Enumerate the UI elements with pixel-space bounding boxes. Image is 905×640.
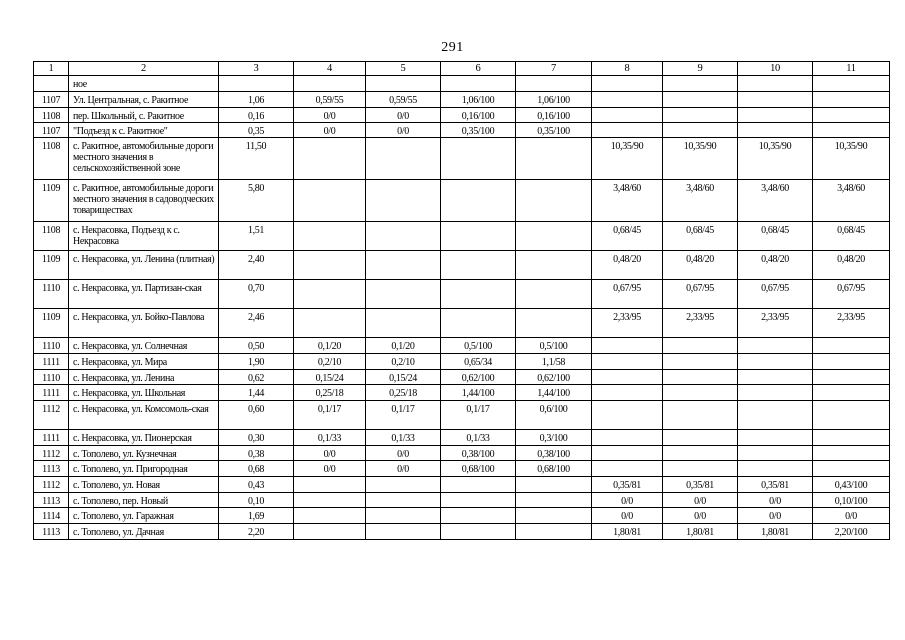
table-row bbox=[34, 461, 890, 477]
table-cell: 0,1/20 bbox=[366, 338, 441, 354]
table-cell: 1107 bbox=[34, 92, 69, 108]
table-row bbox=[34, 92, 890, 108]
table-cell: 1109 bbox=[34, 251, 69, 280]
table-cell bbox=[663, 370, 738, 385]
table-cell bbox=[813, 370, 890, 385]
col-header: 6 bbox=[441, 62, 516, 76]
table-cell: 0/0 bbox=[663, 493, 738, 508]
table-cell: 0,38/100 bbox=[516, 446, 592, 461]
table-cell bbox=[663, 108, 738, 123]
table-cell: 0,48/20 bbox=[592, 251, 663, 280]
table-cell: с. Некрасовка, ул. Мира bbox=[69, 354, 219, 370]
table-cell: 1110 bbox=[34, 280, 69, 309]
table-cell: с. Тополево, ул. Кузнечная bbox=[69, 446, 219, 461]
table-cell bbox=[592, 123, 663, 138]
table-cell: 2,46 bbox=[219, 309, 294, 338]
table-cell: 10,35/90 bbox=[738, 138, 813, 180]
table-cell: 0/0 bbox=[738, 493, 813, 508]
table-cell: 0/0 bbox=[294, 123, 366, 138]
table-cell: с. Некрасовка, ул. Школьная bbox=[69, 385, 219, 401]
table-cell: 0,68/45 bbox=[592, 222, 663, 251]
table-cell: 1113 bbox=[34, 493, 69, 508]
table-cell bbox=[813, 461, 890, 477]
table-cell: с. Некрасовка, ул. Ленина bbox=[69, 370, 219, 385]
table-cell bbox=[366, 138, 441, 180]
table-cell: 0/0 bbox=[294, 108, 366, 123]
table-cell bbox=[441, 280, 516, 309]
table-cell bbox=[516, 524, 592, 540]
table-cell: 0/0 bbox=[294, 461, 366, 477]
table-cell bbox=[219, 76, 294, 92]
table-cell: 1,1/58 bbox=[516, 354, 592, 370]
table-cell bbox=[516, 493, 592, 508]
table-cell: 1110 bbox=[34, 370, 69, 385]
table-cell: Ул. Центральная, с. Ракитное bbox=[69, 92, 219, 108]
table-cell: 1108 bbox=[34, 138, 69, 180]
table-cell bbox=[516, 222, 592, 251]
table-row bbox=[34, 508, 890, 524]
table-cell bbox=[813, 92, 890, 108]
table-cell: 1112 bbox=[34, 401, 69, 430]
table-cell: 1,06 bbox=[219, 92, 294, 108]
table-cell: 0,35/81 bbox=[592, 477, 663, 493]
table-cell bbox=[366, 76, 441, 92]
table-cell bbox=[663, 338, 738, 354]
table-row bbox=[34, 180, 890, 222]
table-cell bbox=[366, 508, 441, 524]
table-cell bbox=[663, 446, 738, 461]
table-cell bbox=[738, 354, 813, 370]
table-cell: 0,43 bbox=[219, 477, 294, 493]
table-cell bbox=[516, 309, 592, 338]
table-row bbox=[34, 524, 890, 540]
table-cell: 1114 bbox=[34, 508, 69, 524]
table-cell: 0,10/100 bbox=[813, 493, 890, 508]
table-cell: 0,67/95 bbox=[813, 280, 890, 309]
col-header: 10 bbox=[738, 62, 813, 76]
table-cell: 1,06/100 bbox=[441, 92, 516, 108]
table-cell: с. Некрасовка, ул. Солнечная bbox=[69, 338, 219, 354]
table-cell: 10,35/90 bbox=[663, 138, 738, 180]
table-cell: 2,20/100 bbox=[813, 524, 890, 540]
table-cell bbox=[592, 385, 663, 401]
table-cell bbox=[738, 430, 813, 446]
table-cell: 1112 bbox=[34, 446, 69, 461]
table-row bbox=[34, 222, 890, 251]
table-cell bbox=[516, 280, 592, 309]
table-cell: 0/0 bbox=[366, 123, 441, 138]
table-cell: 0,1/17 bbox=[366, 401, 441, 430]
table-cell: 1109 bbox=[34, 309, 69, 338]
table-cell: 1,80/81 bbox=[738, 524, 813, 540]
table-cell: 0,48/20 bbox=[663, 251, 738, 280]
col-header: 2 bbox=[69, 62, 219, 76]
table-cell bbox=[592, 76, 663, 92]
table-cell bbox=[366, 180, 441, 222]
table-cell: 0,68/100 bbox=[516, 461, 592, 477]
table-cell: 0,68/45 bbox=[813, 222, 890, 251]
table-cell bbox=[813, 446, 890, 461]
table-cell bbox=[738, 446, 813, 461]
table-cell bbox=[663, 92, 738, 108]
table-cell bbox=[592, 461, 663, 477]
col-header: 1 bbox=[34, 62, 69, 76]
table-cell: 0,1/17 bbox=[294, 401, 366, 430]
table-cell: 0,35/81 bbox=[663, 477, 738, 493]
table-cell: 3,48/60 bbox=[663, 180, 738, 222]
table-cell: 0,16/100 bbox=[441, 108, 516, 123]
table-cell bbox=[813, 338, 890, 354]
table-cell: 0,38/100 bbox=[441, 446, 516, 461]
table-cell: 0,48/20 bbox=[738, 251, 813, 280]
table-cell: 0/0 bbox=[366, 446, 441, 461]
col-header: 3 bbox=[219, 62, 294, 76]
table-cell: 0,67/95 bbox=[592, 280, 663, 309]
table-cell: с. Тополево, ул. Новая bbox=[69, 477, 219, 493]
table-cell: 0,1/33 bbox=[441, 430, 516, 446]
table-cell: 0,2/10 bbox=[366, 354, 441, 370]
table-cell: с. Некрасовка, Подъезд к с. Некрасовка bbox=[69, 222, 219, 251]
table-cell bbox=[738, 370, 813, 385]
table-cell bbox=[441, 138, 516, 180]
table-cell: 0,16 bbox=[219, 108, 294, 123]
table-cell bbox=[366, 477, 441, 493]
table-cell: 0,6/100 bbox=[516, 401, 592, 430]
table-cell bbox=[516, 251, 592, 280]
table-cell: 0,1/20 bbox=[294, 338, 366, 354]
table-cell: 10,35/90 bbox=[592, 138, 663, 180]
col-header: 9 bbox=[663, 62, 738, 76]
table-cell: 0,35/81 bbox=[738, 477, 813, 493]
table-cell: 0,35 bbox=[219, 123, 294, 138]
table-cell: 0,16/100 bbox=[516, 108, 592, 123]
table-cell: 11,50 bbox=[219, 138, 294, 180]
col-header: 11 bbox=[813, 62, 890, 76]
table-cell: 0,5/100 bbox=[441, 338, 516, 354]
table-cell bbox=[738, 461, 813, 477]
table-cell: 3,48/60 bbox=[738, 180, 813, 222]
table-cell bbox=[663, 354, 738, 370]
table-cell: 1113 bbox=[34, 461, 69, 477]
table-cell bbox=[366, 251, 441, 280]
table-row bbox=[34, 370, 890, 385]
table-cell: 0,60 bbox=[219, 401, 294, 430]
table-row bbox=[34, 401, 890, 430]
table-cell: 1108 bbox=[34, 108, 69, 123]
table-cell bbox=[592, 430, 663, 446]
table-cell: 0/0 bbox=[813, 508, 890, 524]
table-cell bbox=[813, 108, 890, 123]
table-cell: 0,50 bbox=[219, 338, 294, 354]
table-cell bbox=[366, 524, 441, 540]
table-cell: 1,06/100 bbox=[516, 92, 592, 108]
table-row bbox=[34, 446, 890, 461]
table-cell bbox=[813, 354, 890, 370]
table-cell bbox=[738, 338, 813, 354]
table-cell: 0/0 bbox=[366, 108, 441, 123]
table-cell bbox=[441, 180, 516, 222]
table-cell: 1113 bbox=[34, 524, 69, 540]
table-cell bbox=[813, 430, 890, 446]
table-cell bbox=[663, 76, 738, 92]
table-cell: с. Ракитное, автомобильные дороги местного значения в садоводческих товариществах bbox=[69, 180, 219, 222]
table-cell: 0,43/100 bbox=[813, 477, 890, 493]
table-cell bbox=[813, 76, 890, 92]
table-cell: 0,62 bbox=[219, 370, 294, 385]
table-cell: с. Тополево, ул. Пригородная bbox=[69, 461, 219, 477]
table-cell bbox=[516, 138, 592, 180]
table-cell bbox=[294, 180, 366, 222]
table-cell bbox=[592, 446, 663, 461]
table-cell: 0,67/95 bbox=[663, 280, 738, 309]
table-cell: 1112 bbox=[34, 477, 69, 493]
col-header: 5 bbox=[366, 62, 441, 76]
table-cell: 1108 bbox=[34, 222, 69, 251]
table-cell: 0,48/20 bbox=[813, 251, 890, 280]
table-cell bbox=[516, 477, 592, 493]
table-cell: 2,40 bbox=[219, 251, 294, 280]
table-row bbox=[34, 493, 890, 508]
table-cell bbox=[592, 92, 663, 108]
table-cell: с. Некрасовка, ул. Пионерская bbox=[69, 430, 219, 446]
table-cell bbox=[738, 385, 813, 401]
table-cell bbox=[516, 180, 592, 222]
table-cell: с. Некрасовка, ул. Ленина (плитная) bbox=[69, 251, 219, 280]
table-cell bbox=[441, 477, 516, 493]
table-cell bbox=[441, 524, 516, 540]
table-cell bbox=[441, 493, 516, 508]
table-cell: с. Некрасовка, ул. Партизан-ская bbox=[69, 280, 219, 309]
table-cell: 0/0 bbox=[592, 493, 663, 508]
table-cell: 1,80/81 bbox=[663, 524, 738, 540]
table-cell: с. Некрасовка, ул. Бойко-Павлова bbox=[69, 309, 219, 338]
table-cell: 2,33/95 bbox=[663, 309, 738, 338]
table-cell bbox=[663, 385, 738, 401]
table-cell bbox=[663, 461, 738, 477]
col-header: 7 bbox=[516, 62, 592, 76]
table-cell: 1111 bbox=[34, 385, 69, 401]
table-cell bbox=[663, 430, 738, 446]
table-cell bbox=[294, 508, 366, 524]
page-number: 291 bbox=[441, 40, 464, 55]
table-cell bbox=[366, 309, 441, 338]
table-cell: 2,33/95 bbox=[813, 309, 890, 338]
table-cell: с. Некрасовка, ул. Комсомоль-ская bbox=[69, 401, 219, 430]
table-cell: 3,48/60 bbox=[813, 180, 890, 222]
table-row bbox=[34, 385, 890, 401]
table-row bbox=[34, 354, 890, 370]
table-cell: 0,62/100 bbox=[441, 370, 516, 385]
table-row bbox=[34, 251, 890, 280]
table-cell: 0,68/45 bbox=[738, 222, 813, 251]
table-cell: 0,10 bbox=[219, 493, 294, 508]
table-cell: 1,44/100 bbox=[441, 385, 516, 401]
table-row bbox=[34, 123, 890, 138]
table-cell bbox=[813, 385, 890, 401]
table-cell: 0,2/10 bbox=[294, 354, 366, 370]
table-cell bbox=[366, 493, 441, 508]
table-row bbox=[34, 138, 890, 180]
table-cell bbox=[738, 76, 813, 92]
table-cell: 5,80 bbox=[219, 180, 294, 222]
table-cell: 1,80/81 bbox=[592, 524, 663, 540]
table-cell: 0,38 bbox=[219, 446, 294, 461]
table-cell: с. Тополево, ул. Дачная bbox=[69, 524, 219, 540]
table-cell bbox=[294, 477, 366, 493]
table-cell bbox=[34, 76, 69, 92]
table-cell: 0,68 bbox=[219, 461, 294, 477]
table-cell: 1111 bbox=[34, 354, 69, 370]
table-cell bbox=[592, 370, 663, 385]
table-cell: 0,67/95 bbox=[738, 280, 813, 309]
table-row bbox=[34, 76, 890, 92]
table-cell bbox=[441, 508, 516, 524]
table-cell bbox=[592, 108, 663, 123]
table-cell bbox=[738, 108, 813, 123]
table-cell: 1,44 bbox=[219, 385, 294, 401]
table-cell bbox=[294, 251, 366, 280]
table-cell: 0,1/33 bbox=[294, 430, 366, 446]
table-cell: 3,48/60 bbox=[592, 180, 663, 222]
table-cell: 1107 bbox=[34, 123, 69, 138]
table-cell: 1,90 bbox=[219, 354, 294, 370]
table-cell bbox=[294, 280, 366, 309]
table-cell: 0,70 bbox=[219, 280, 294, 309]
table-cell bbox=[441, 251, 516, 280]
table-cell: 10,35/90 bbox=[813, 138, 890, 180]
table-cell bbox=[592, 401, 663, 430]
table-cell bbox=[592, 338, 663, 354]
table-cell: "Подъезд к с. Ракитное" bbox=[69, 123, 219, 138]
table-cell bbox=[738, 401, 813, 430]
table-cell: 1,51 bbox=[219, 222, 294, 251]
table-cell: пер. Школьный, с. Ракитное bbox=[69, 108, 219, 123]
table-cell bbox=[813, 401, 890, 430]
table-row bbox=[34, 477, 890, 493]
table-cell: 0/0 bbox=[592, 508, 663, 524]
table-cell: 0,62/100 bbox=[516, 370, 592, 385]
table-cell: 0,15/24 bbox=[366, 370, 441, 385]
table-cell bbox=[516, 508, 592, 524]
table-cell bbox=[663, 401, 738, 430]
table-cell: 0,25/18 bbox=[366, 385, 441, 401]
table-cell: ное bbox=[69, 76, 219, 92]
table-cell: 0,15/24 bbox=[294, 370, 366, 385]
table-cell bbox=[813, 123, 890, 138]
table-cell bbox=[441, 309, 516, 338]
table-cell: 0,65/34 bbox=[441, 354, 516, 370]
table-cell: 0/0 bbox=[663, 508, 738, 524]
table-cell bbox=[441, 76, 516, 92]
table-row bbox=[34, 430, 890, 446]
table-cell bbox=[294, 493, 366, 508]
table-cell: 0,1/33 bbox=[366, 430, 441, 446]
table-cell: 2,20 bbox=[219, 524, 294, 540]
roads-table bbox=[33, 61, 890, 540]
table-cell bbox=[516, 76, 592, 92]
table-cell bbox=[663, 123, 738, 138]
table-cell bbox=[294, 76, 366, 92]
table-cell: 2,33/95 bbox=[592, 309, 663, 338]
table-cell bbox=[294, 138, 366, 180]
header-row bbox=[34, 62, 890, 76]
table-cell: 0,68/100 bbox=[441, 461, 516, 477]
table-cell: 0,5/100 bbox=[516, 338, 592, 354]
table-cell: с. Ракитное, автомобильные дороги местного значения в сельскохозяйственной зоне bbox=[69, 138, 219, 180]
table-cell: 1110 bbox=[34, 338, 69, 354]
table-row bbox=[34, 280, 890, 309]
table-cell: 1109 bbox=[34, 180, 69, 222]
table-cell: 1,44/100 bbox=[516, 385, 592, 401]
table-cell: 0,59/55 bbox=[366, 92, 441, 108]
table-cell: 0,35/100 bbox=[516, 123, 592, 138]
table-cell bbox=[294, 524, 366, 540]
table-row bbox=[34, 309, 890, 338]
table-row bbox=[34, 338, 890, 354]
table-cell: 0,35/100 bbox=[441, 123, 516, 138]
table-cell bbox=[294, 222, 366, 251]
table-cell: 1,69 bbox=[219, 508, 294, 524]
table-cell bbox=[738, 123, 813, 138]
table-cell: 0,3/100 bbox=[516, 430, 592, 446]
table-cell bbox=[366, 280, 441, 309]
table-cell: 0/0 bbox=[738, 508, 813, 524]
table-cell: 0/0 bbox=[294, 446, 366, 461]
table-cell bbox=[366, 222, 441, 251]
table-cell: 0,59/55 bbox=[294, 92, 366, 108]
col-header: 8 bbox=[592, 62, 663, 76]
col-header: 4 bbox=[294, 62, 366, 76]
table-cell: с. Тополево, ул. Гаражная bbox=[69, 508, 219, 524]
table-cell: с. Тополево, пер. Новый bbox=[69, 493, 219, 508]
table-cell bbox=[294, 309, 366, 338]
table-cell bbox=[738, 92, 813, 108]
table-cell: 0,68/45 bbox=[663, 222, 738, 251]
table-row bbox=[34, 108, 890, 123]
table-cell: 1111 bbox=[34, 430, 69, 446]
table-cell: 2,33/95 bbox=[738, 309, 813, 338]
table-cell: 0,25/18 bbox=[294, 385, 366, 401]
table-cell: 0,30 bbox=[219, 430, 294, 446]
table-cell: 0/0 bbox=[366, 461, 441, 477]
table-cell: 0,1/17 bbox=[441, 401, 516, 430]
table-cell bbox=[441, 222, 516, 251]
table-cell bbox=[592, 354, 663, 370]
